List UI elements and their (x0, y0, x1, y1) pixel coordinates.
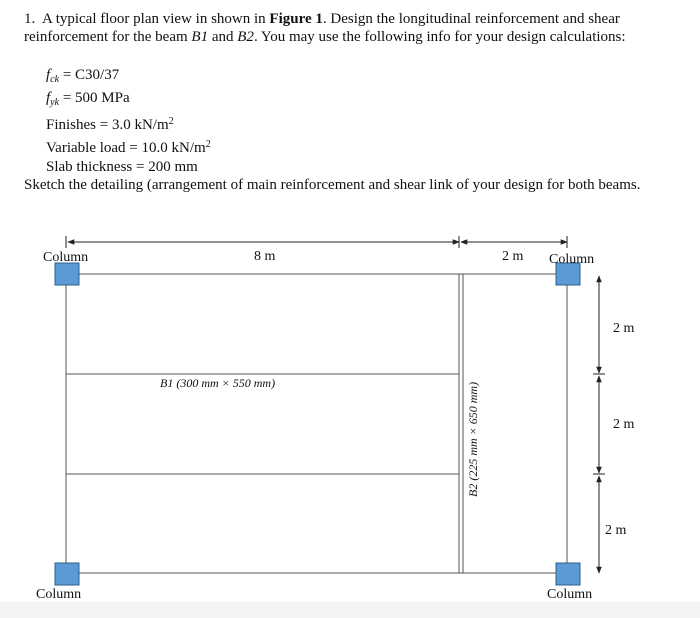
intro-part-a: A typical floor plan view in shown in (41, 11, 270, 27)
column-top-left (55, 263, 79, 285)
question-number: 1. (24, 11, 36, 27)
variable-load-line: Variable load = 10.0 $kN/m^2$ (46, 139, 211, 156)
slab-thickness-line: Slab thickness = 200 mm (46, 159, 198, 175)
fyk-line: $f_{yk} = 500$ MPa (46, 90, 130, 108)
label-beam-b1: B1 (300 mm × 550 mm) (160, 376, 276, 390)
intro-part-b: . Design the longitudinal reinforcement and shear reinforcement for the beam (24, 11, 620, 45)
beam2-ref: B2 (237, 29, 254, 45)
label-column-top-left: Column (43, 250, 89, 265)
and-word: and (208, 29, 238, 45)
label-column-bottom-left: Column (36, 587, 82, 602)
finishes-line: Finishes = 3.0 $kN/m^2$ (46, 116, 174, 133)
figure-reference: Figure 1 (269, 11, 323, 27)
bottom-strip (0, 602, 700, 618)
intro-part-c: . You may use the following info for your design calculations: (253, 29, 626, 45)
label-column-bottom-right: Column (547, 587, 593, 602)
label-dim-v3: 2 m (605, 523, 627, 538)
label-dim-v1: 2 m (613, 321, 635, 336)
label-span-2m: 2 m (502, 249, 524, 264)
label-beam-b2: B2 (225 mm × 650 mm) (466, 381, 480, 497)
column-bottom-right (556, 563, 580, 585)
label-span-8m: 8 m (254, 249, 276, 264)
label-dim-v2: 2 m (613, 417, 635, 432)
fck-line: $f_{ck} = C30/37$ (46, 67, 120, 85)
label-column-top-right: Column (549, 252, 595, 267)
beam1-ref: B1 (191, 29, 209, 45)
column-bottom-left (55, 563, 79, 585)
sketch-instruction: Sketch the detailing (arrangement of main reinforcement and shear link of your design for both beams. (24, 177, 641, 193)
